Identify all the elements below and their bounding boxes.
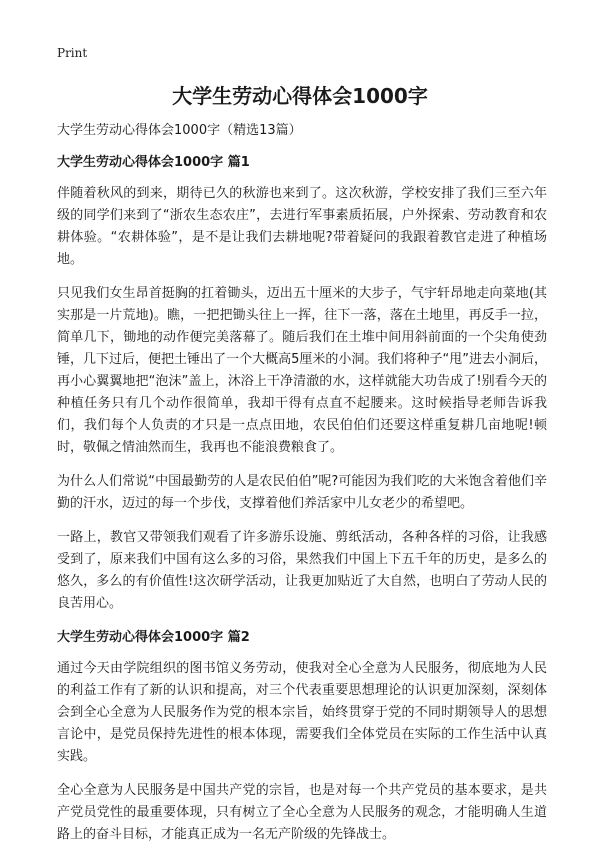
paragraph: 通过今天由学院组织的图书馆义务劳动，使我对全心全意为人民服务，彻底地为人民的利益工作有了新的认识和提高，对三个代表重要思想理论的认识更加深刻，深刻体会到全心全意为人民服务作为党的根本宗旨，始终贯穿于党的不同时期领导人的思想言论中，是党员保持先进性的根本体现，需要我们全体党员在实际的工作生活中认真实践。 xyxy=(57,661,547,764)
section-2 xyxy=(57,629,547,846)
document-subtitle: 大学生劳动心得体会1000字（精选13篇） xyxy=(57,123,302,138)
section-heading: 大学生劳动心得体会1000字 篇1 xyxy=(57,155,250,170)
paragraph: 为什么人们常说“中国最勤劳的人是农民伯伯”呢?可能因为我们吃的大米饱含着他们辛勤的汗水，迈过的每一个步伐，支撑着他们养活家中儿女老少的希望吧。 xyxy=(57,474,547,511)
paragraph: 全心全意为人民服务是中国共产党的宗旨，也是对每一个共产党员的基本要求，是共产党员党性的最重要体现，只有树立了全心全意为人民服务的观念，才能明确人生道路上的奋斗目标，才能真正成为一名无产阶级的先锋战士。 xyxy=(57,783,547,842)
section-1 xyxy=(57,154,547,615)
document-body xyxy=(57,122,547,858)
document-title: 大学生劳动心得体会1000字 xyxy=(172,84,428,108)
print-link[interactable]: Print xyxy=(57,46,88,60)
paragraph: 只见我们女生昂首挺胸的扛着锄头，迈出五十厘米的大步子，气宇轩昂地走向菜地(其实那是一片荒地)。瞧，一把把锄头往上一挥，往下一落，落在土地里，再反手一拉，简单几下，锄地的动作便完美落幕了。随后我们在土堆中间用斜前面的一个尖角使劲锤，几下过后，便把土锤出了一个大概高5厘米的小洞。我们将种子“甩”进去小洞后，再小心翼翼地把“泡沫”盖上，沐浴上干净清澈的水，这样就能大功告成了!别看今天的种植任务只有几个动作很简单，我却干得有点直不起腰来。这时候指导老师告诉我们，我们每个人负责的才只是一点点田地，农民伯伯们还要这样重复耕几亩地呢!顿时，敬佩之情油然而生，我再也不能浪费粮食了。 xyxy=(57,286,547,455)
paragraph: 伴随着秋风的到来，期待已久的秋游也来到了。这次秋游，学校安排了我们三至六年级的同学们来到了“浙农生态农庄”，去进行军事素质拓展，户外探索、劳动教育和农耕体验。“农耕体验”，是不是让我们去耕地呢?带着疑问的我跟着教官走进了种植场地。 xyxy=(57,186,547,267)
paragraph: 一路上，教官又带领我们观看了许多游乐设施、剪纸活动，各种各样的习俗，让我感受到了，原来我们中国有这么多的习俗，果然我们中国上下五千年的历史，是多么的悠久，多么的有价值性!这次研学活动，让我更加贴近了大自然，也明白了劳动人民的良苦用心。 xyxy=(57,530,547,611)
section-heading: 大学生劳动心得体会1000字 篇2 xyxy=(57,630,250,645)
